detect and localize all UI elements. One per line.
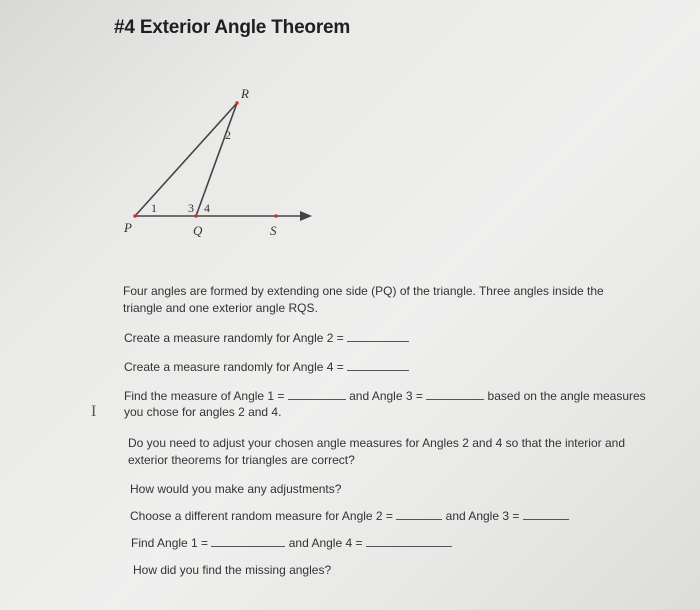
find-angles-question: [124, 389, 646, 403]
adjust-question-line-2: exterior theorems for triangles are correct?: [128, 453, 355, 467]
point-P: [133, 214, 137, 218]
intro-line-2: triangle and one exterior angle RQS.: [123, 301, 318, 315]
intro-line-1: Four angles are formed by extending one side (PQ) of the triangle. Three angles inside the: [123, 284, 604, 298]
angle4-answer-blank[interactable]: [347, 369, 409, 371]
angle-label-1: 1: [151, 201, 157, 215]
point-R: [235, 101, 239, 105]
find-again-angle4-prompt: and Angle 4 =: [288, 536, 363, 550]
angle1-answer-blank[interactable]: [288, 398, 346, 400]
angle3-answer-blank[interactable]: [426, 398, 484, 400]
side-PR: [135, 103, 237, 216]
angle2-prompt: Create a measure randomly for Angle 2 =: [124, 331, 344, 345]
text-cursor-icon: I: [91, 403, 97, 420]
choose-different-question: [130, 509, 569, 523]
how-find-question: How did you find the missing angles?: [133, 563, 332, 577]
new-angle3-answer-blank[interactable]: [523, 518, 569, 520]
ray-arrowhead-icon: [300, 211, 312, 221]
angle4-prompt: Create a measure randomly for Angle 4 =: [124, 360, 344, 374]
new-angle2-answer-blank[interactable]: [396, 518, 442, 520]
angle2-question: [124, 331, 409, 345]
how-adjust-question: How would you make any adjustments?: [130, 482, 342, 496]
adjust-question-line-1: Do you need to adjust your chosen angle measures for Angles 2 and 4 so that the interior and: [128, 436, 625, 450]
find-again-angle1-prompt: Find Angle 1 =: [131, 536, 209, 550]
find1-prompt: Find the measure of Angle 1 =: [124, 389, 285, 403]
angle4-question: [124, 360, 409, 374]
point-Q: [194, 214, 198, 218]
label-Q: Q: [193, 223, 203, 238]
choose-angle2-prompt: Choose a different random measure for Angle 2 =: [130, 509, 393, 523]
page-title: #4 Exterior Angle Theorem: [114, 17, 351, 38]
point-S: [274, 214, 278, 218]
label-S: S: [270, 223, 277, 238]
find-again-angle4-blank[interactable]: [366, 545, 452, 547]
find3-prompt: and Angle 3 =: [349, 389, 423, 403]
label-R: R: [241, 86, 249, 101]
find-again-angle1-blank[interactable]: [211, 545, 285, 547]
angle-label-4: 4: [204, 201, 210, 215]
find-angles-line-2: you chose for angles 2 and 4.: [124, 405, 282, 419]
angle-label-3: 3: [188, 201, 194, 215]
choose-angle3-prompt: and Angle 3 =: [445, 509, 520, 523]
side-QR: [196, 103, 237, 216]
find-suffix: based on the angle measures: [487, 389, 646, 403]
angle2-answer-blank[interactable]: [347, 340, 409, 342]
angle-label-2: 2: [225, 128, 231, 142]
find-again-question: [131, 536, 452, 550]
label-P: P: [124, 220, 132, 235]
